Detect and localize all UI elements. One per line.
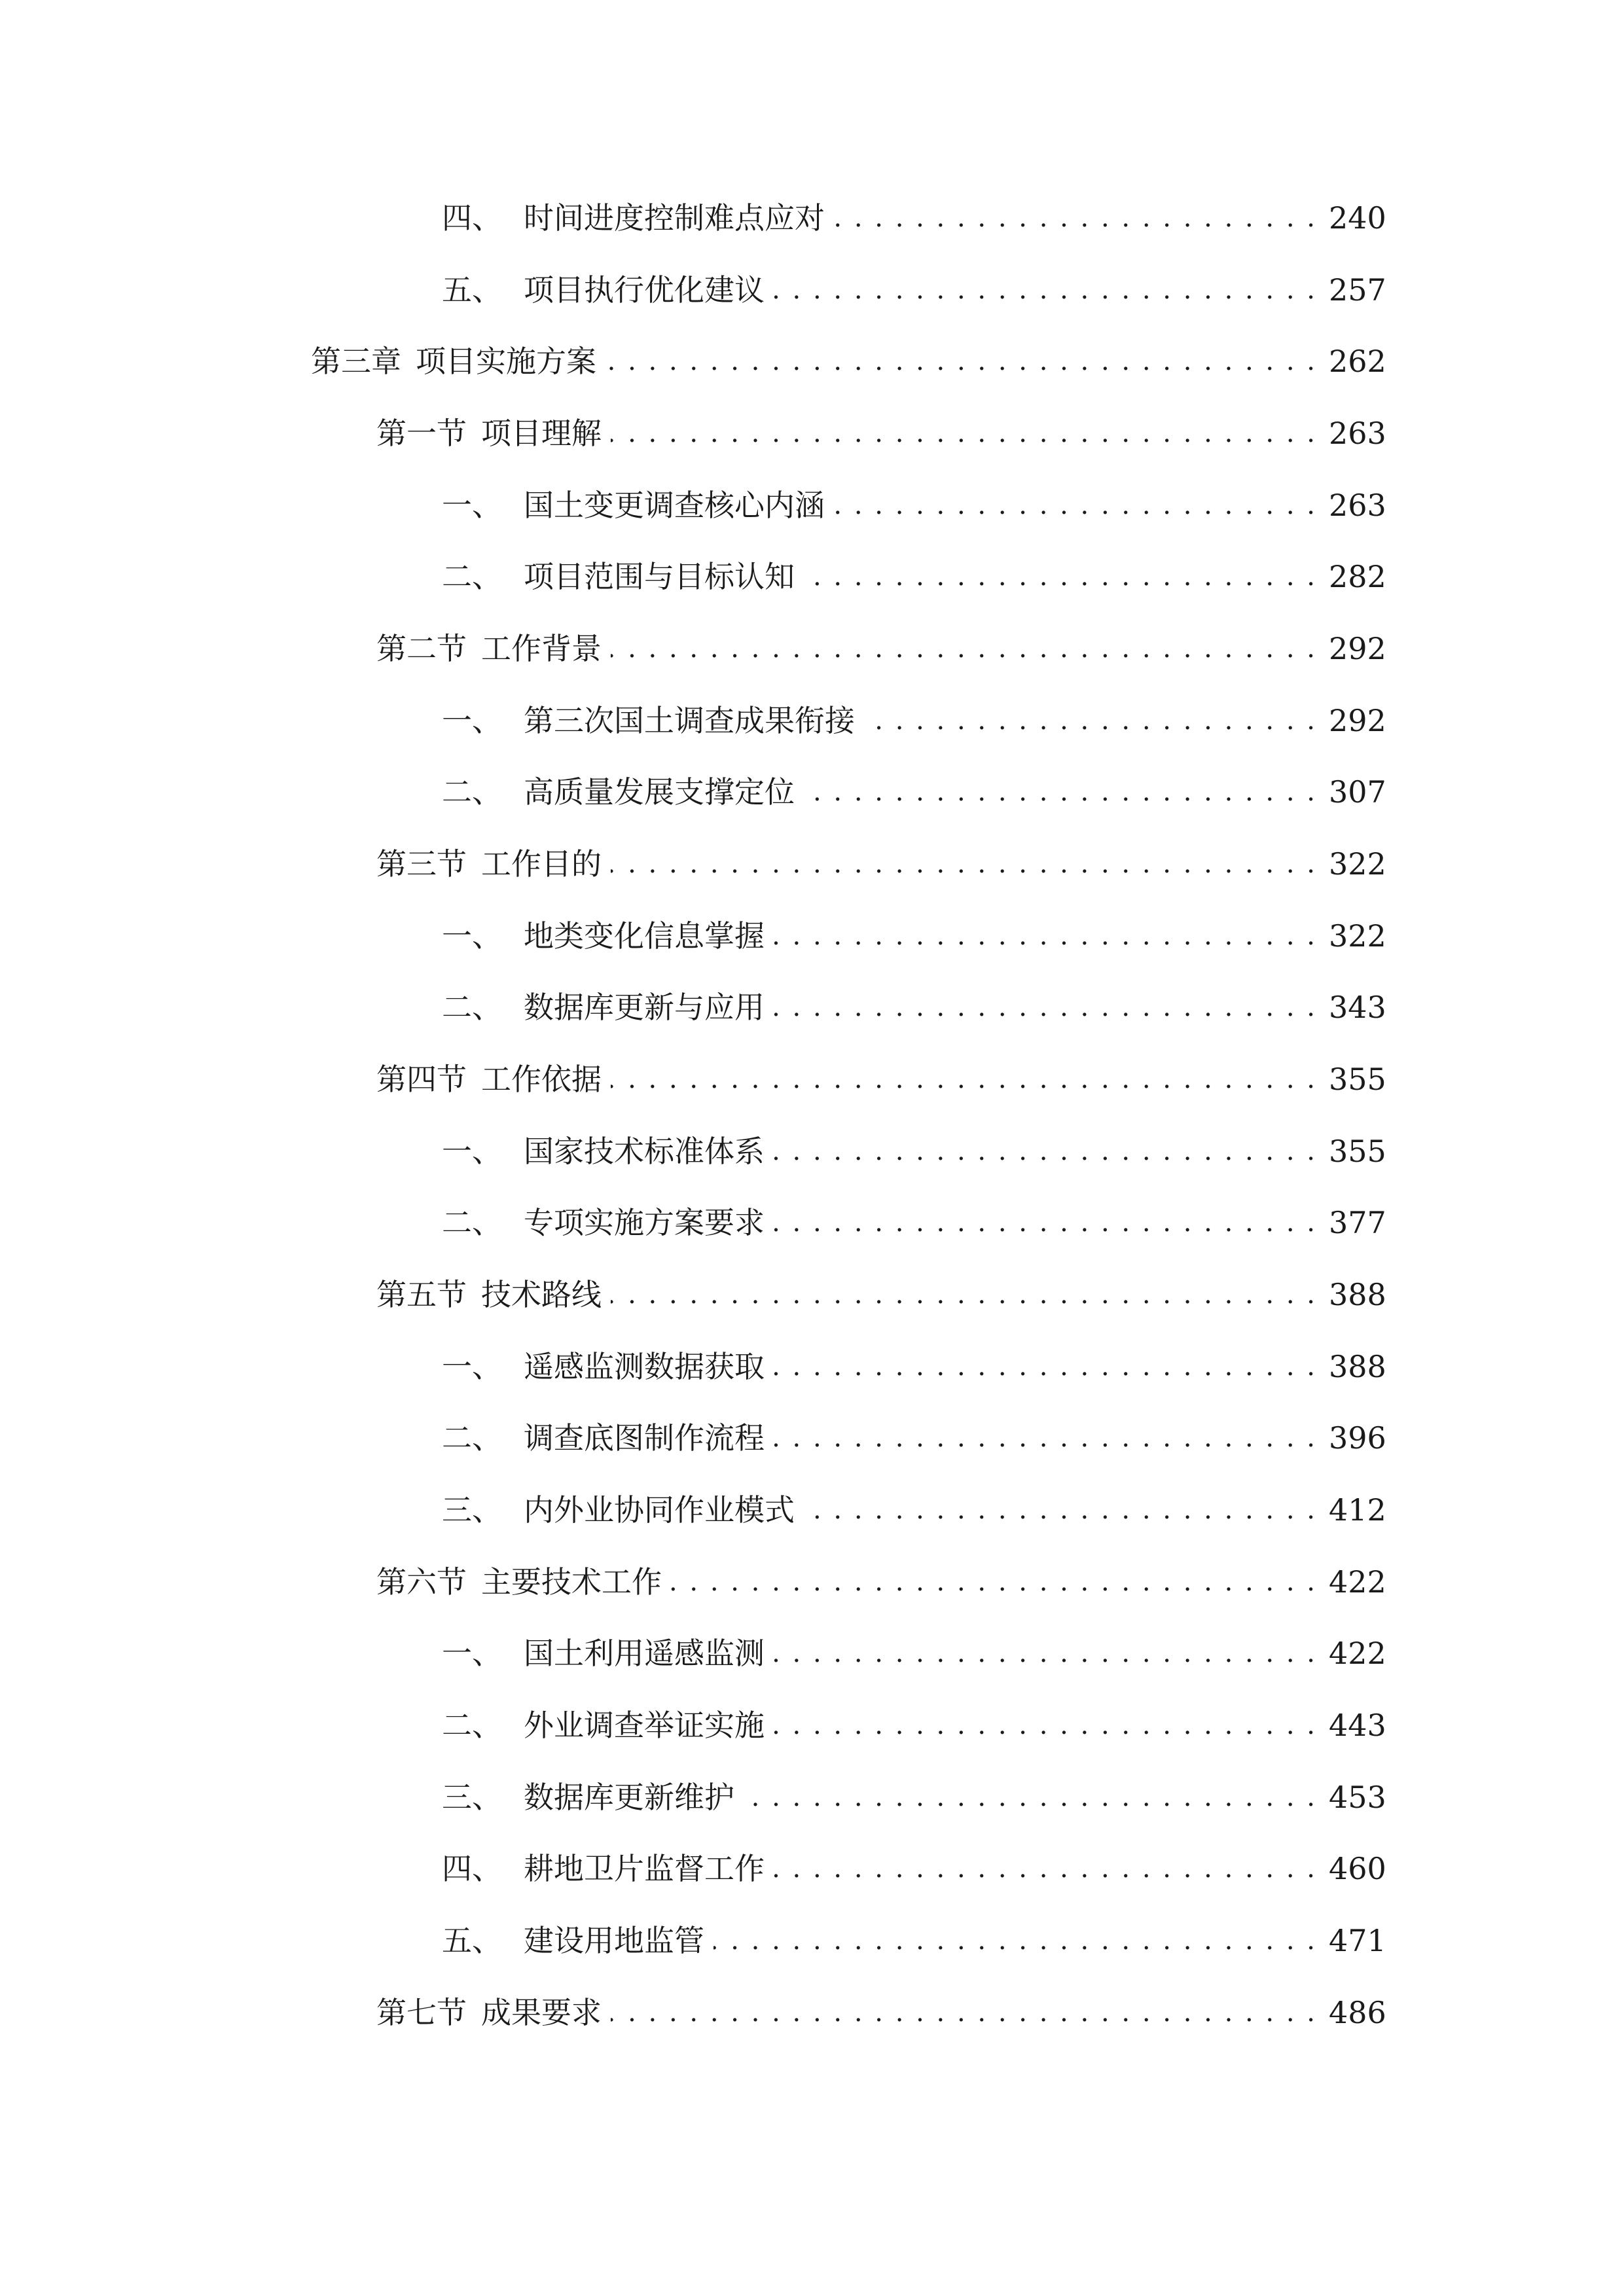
toc-entry-page: 343 — [1329, 990, 1386, 1025]
toc-entry-page: 396 — [1329, 1420, 1386, 1456]
toc-entry-number: 一、 — [442, 1134, 502, 1169]
toc-entry-number: 三、 — [442, 1492, 502, 1528]
toc-entry-number: 二、 — [442, 990, 502, 1025]
toc-entry[interactable] — [442, 267, 1386, 313]
toc-entry[interactable] — [442, 1774, 1386, 1820]
dot-leader — [611, 841, 1317, 887]
toc-entry-title: 外业调查举证实施 — [524, 1708, 765, 1743]
toc-entry[interactable] — [442, 1487, 1386, 1533]
toc-entry-page: 388 — [1329, 1349, 1386, 1384]
toc-entry-page: 263 — [1329, 488, 1386, 523]
dot-leader — [774, 1128, 1317, 1174]
toc-entry-number: 一、 — [442, 1636, 502, 1671]
toc-entry-page: 443 — [1329, 1708, 1386, 1743]
dot-leader — [834, 195, 1317, 241]
toc-entry-number: 一、 — [442, 918, 502, 954]
toc-entry-number: 五、 — [442, 1923, 502, 1958]
toc-entry-number: 二、 — [442, 1708, 502, 1743]
dot-leader — [744, 1774, 1317, 1820]
toc-entry[interactable] — [442, 1415, 1386, 1461]
dot-leader — [713, 1918, 1317, 1964]
dot-leader — [774, 984, 1317, 1030]
toc-entry-number: 第四节 — [376, 1062, 467, 1097]
toc-entry-number: 四、 — [442, 1851, 502, 1886]
toc-entry-section[interactable] — [376, 410, 1386, 456]
toc-entry[interactable] — [442, 1200, 1386, 1246]
toc-entry[interactable] — [442, 698, 1386, 744]
toc-entry-number: 第七节 — [376, 1995, 467, 2030]
toc-entry-page: 377 — [1329, 1205, 1386, 1240]
toc-entry-number: 一、 — [442, 1349, 502, 1384]
toc-entry-title: 遥感监测数据获取 — [524, 1349, 765, 1384]
toc-entry-number: 二、 — [442, 1420, 502, 1456]
toc-entry-title: 专项实施方案要求 — [524, 1205, 765, 1240]
toc-entry-page: 486 — [1329, 1995, 1386, 2030]
toc-entry-number: 三、 — [442, 1780, 502, 1815]
toc-entry-page: 322 — [1329, 846, 1386, 882]
toc-entry-page: 282 — [1329, 559, 1386, 594]
toc-entry-title: 内外业协同作业模式 — [524, 1492, 795, 1528]
dot-leader — [804, 1487, 1317, 1533]
dot-leader — [774, 1702, 1317, 1748]
toc-entry-title: 主要技术工作 — [481, 1564, 662, 1600]
dot-leader — [804, 554, 1317, 600]
toc-entry-title: 工作目的 — [481, 846, 602, 882]
dot-leader — [611, 1056, 1317, 1102]
toc-entry-number: 二、 — [442, 1205, 502, 1240]
toc-entry-number: 一、 — [442, 703, 502, 738]
dot-leader — [611, 626, 1317, 672]
toc-entry-section[interactable] — [376, 841, 1386, 887]
dot-leader — [671, 1559, 1317, 1605]
toc-entry-title: 项目理解 — [481, 416, 602, 451]
toc-entry-number: 第三章 — [311, 344, 401, 379]
toc-entry-page: 422 — [1329, 1636, 1386, 1671]
toc-entry-section[interactable] — [376, 1056, 1386, 1102]
toc-entry-title: 高质量发展支撑定位 — [524, 774, 795, 810]
toc-entry-page: 388 — [1329, 1277, 1386, 1312]
toc-entry-number: 第三节 — [376, 846, 467, 882]
toc-entry-page: 422 — [1329, 1564, 1386, 1600]
toc-entry-title: 数据库更新维护 — [524, 1780, 734, 1815]
toc-entry-page: 355 — [1329, 1134, 1386, 1169]
dot-leader — [774, 913, 1317, 959]
toc-entry-page: 292 — [1329, 631, 1386, 666]
toc-entry[interactable] — [442, 1128, 1386, 1174]
dot-leader — [774, 1630, 1317, 1676]
toc-entry-page: 460 — [1329, 1851, 1386, 1886]
dot-leader — [774, 1344, 1317, 1390]
toc-entry-page: 355 — [1329, 1062, 1386, 1097]
toc-entry-page: 453 — [1329, 1780, 1386, 1815]
toc-entry-title: 技术路线 — [481, 1277, 602, 1312]
toc-entry-title: 调查底图制作流程 — [524, 1420, 765, 1456]
toc-entry[interactable] — [442, 195, 1386, 241]
toc-entry-title: 项目执行优化建议 — [524, 272, 765, 308]
toc-entry-page: 240 — [1329, 200, 1386, 236]
dot-leader — [774, 1200, 1317, 1246]
dot-leader — [774, 267, 1317, 313]
dot-leader — [611, 1272, 1317, 1318]
toc-entry-title: 工作依据 — [481, 1062, 602, 1097]
toc-entry-title: 工作背景 — [481, 631, 602, 666]
toc-entry-title: 数据库更新与应用 — [524, 990, 765, 1025]
toc-entry-title: 成果要求 — [481, 1995, 602, 2030]
toc-entry-page: 322 — [1329, 918, 1386, 954]
dot-leader — [774, 1415, 1317, 1461]
toc-entry[interactable] — [442, 1702, 1386, 1748]
dot-leader — [611, 1990, 1317, 2036]
dot-leader — [804, 769, 1317, 815]
toc-entry[interactable] — [442, 1846, 1386, 1892]
dot-leader — [605, 338, 1317, 384]
toc-entry-title: 第三次国土调查成果衔接 — [524, 703, 855, 738]
toc-entry-title: 项目实施方案 — [416, 344, 596, 379]
toc-entry-section[interactable] — [376, 1559, 1386, 1605]
toc-entry-title: 地类变化信息掌握 — [524, 918, 765, 954]
toc-entry-number: 五、 — [442, 272, 502, 308]
toc-entry-title: 国土利用遥感监测 — [524, 1636, 765, 1671]
toc-entry[interactable] — [442, 1918, 1386, 1964]
toc-entry-section[interactable] — [376, 1272, 1386, 1318]
toc-entry-number: 二、 — [442, 559, 502, 594]
toc-entry[interactable] — [442, 1630, 1386, 1676]
toc-entry-title: 国土变更调查核心内涵 — [524, 488, 825, 523]
toc-entry-title: 国家技术标准体系 — [524, 1134, 765, 1169]
toc-entry-number: 四、 — [442, 200, 502, 236]
toc-entry-number: 二、 — [442, 774, 502, 810]
toc-entry-section[interactable] — [376, 626, 1386, 672]
toc-entry-number: 第五节 — [376, 1277, 467, 1312]
toc-entry-page: 471 — [1329, 1923, 1386, 1958]
dot-leader — [834, 482, 1317, 528]
toc-entry[interactable] — [442, 554, 1386, 600]
toc-entry-number: 第六节 — [376, 1564, 467, 1600]
dot-leader — [611, 410, 1317, 456]
toc-entry[interactable] — [442, 913, 1386, 959]
dot-leader — [864, 698, 1317, 744]
toc-entry-page: 257 — [1329, 272, 1386, 308]
toc-entry-page: 412 — [1329, 1492, 1386, 1528]
toc-entry-number: 第一节 — [376, 416, 467, 451]
toc-entry-page: 307 — [1329, 774, 1386, 810]
toc-entry-number: 一、 — [442, 488, 502, 523]
toc-entry-page: 262 — [1329, 344, 1386, 379]
toc-entry[interactable] — [442, 1344, 1386, 1390]
toc-entry-chapter[interactable] — [311, 338, 1386, 384]
toc-entry[interactable] — [442, 482, 1386, 528]
toc-entry-number: 第二节 — [376, 631, 467, 666]
toc-entry-page: 292 — [1329, 703, 1386, 738]
toc-entry-title: 建设用地监管 — [524, 1923, 704, 1958]
toc-entry-title: 耕地卫片监督工作 — [524, 1851, 765, 1886]
dot-leader — [774, 1846, 1317, 1892]
toc-entry-section[interactable] — [376, 1990, 1386, 2036]
toc-entry-title: 时间进度控制难点应对 — [524, 200, 825, 236]
toc-entry[interactable] — [442, 769, 1386, 815]
toc-entry[interactable] — [442, 984, 1386, 1030]
toc-entry-title: 项目范围与目标认知 — [524, 559, 795, 594]
toc-entry-page: 263 — [1329, 416, 1386, 451]
